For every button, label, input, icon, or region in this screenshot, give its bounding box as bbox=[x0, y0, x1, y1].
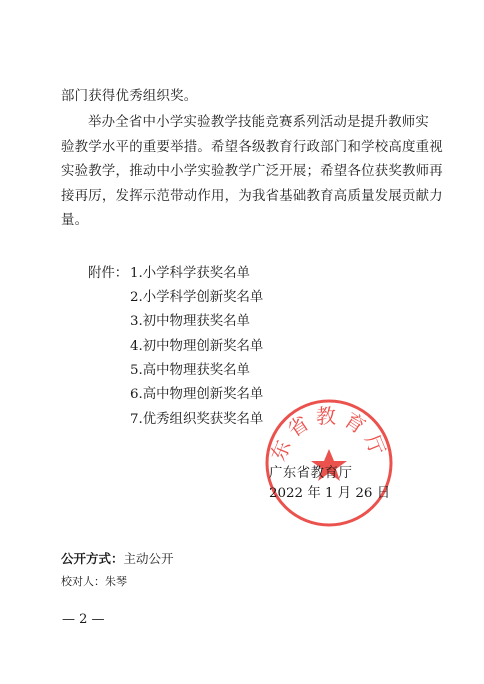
disclosure-line bbox=[61, 549, 174, 567]
body-line-1: 部门获得优秀组织奖。 bbox=[61, 89, 198, 104]
attachment-item: 4.初中物理创新奖名单 bbox=[130, 339, 264, 354]
attachment-item: 5.高中物理获奖名单 bbox=[130, 363, 250, 378]
paragraph-line: 接再厉，发挥示范带动作用，为我省基础教育高质量发展贡献力 bbox=[61, 189, 443, 204]
paragraph-line: 验教学水平的重要举措。希望各级教育行政部门和学校高度重视 bbox=[61, 140, 443, 155]
attachment-item: 6.高中物理创新奖名单 bbox=[130, 387, 264, 402]
issuer-name: 广东省教育厅 bbox=[269, 466, 353, 481]
page-number: — 2 — bbox=[62, 612, 105, 627]
proofreader-line: 校对人：朱琴 bbox=[61, 575, 127, 588]
paragraph-line: 实验教学，推动中小学实验教学广泛开展；希望各位获奖教师再 bbox=[61, 164, 443, 179]
svg-text:东省教育厅: 东省教育厅 bbox=[265, 404, 393, 465]
paragraph-line: 量。 bbox=[61, 213, 89, 228]
attachment-item: 2.小学科学创新奖名单 bbox=[130, 290, 264, 305]
disclosure-value: 主动公开 bbox=[123, 551, 174, 566]
disclosure-label: 公开方式： bbox=[61, 551, 124, 566]
attachments-label: 附件： bbox=[88, 266, 129, 281]
attachment-item: 3.初中物理获奖名单 bbox=[130, 314, 250, 329]
paragraph-line: 举办全省中小学实验教学技能竞赛系列活动是提升教师实 bbox=[88, 115, 430, 130]
attachment-item: 7.优秀组织奖获奖名单 bbox=[130, 412, 264, 427]
issue-date: 2022 年 1 月 26 日 bbox=[269, 486, 391, 501]
attachment-item: 1.小学科学获奖名单 bbox=[130, 266, 250, 281]
